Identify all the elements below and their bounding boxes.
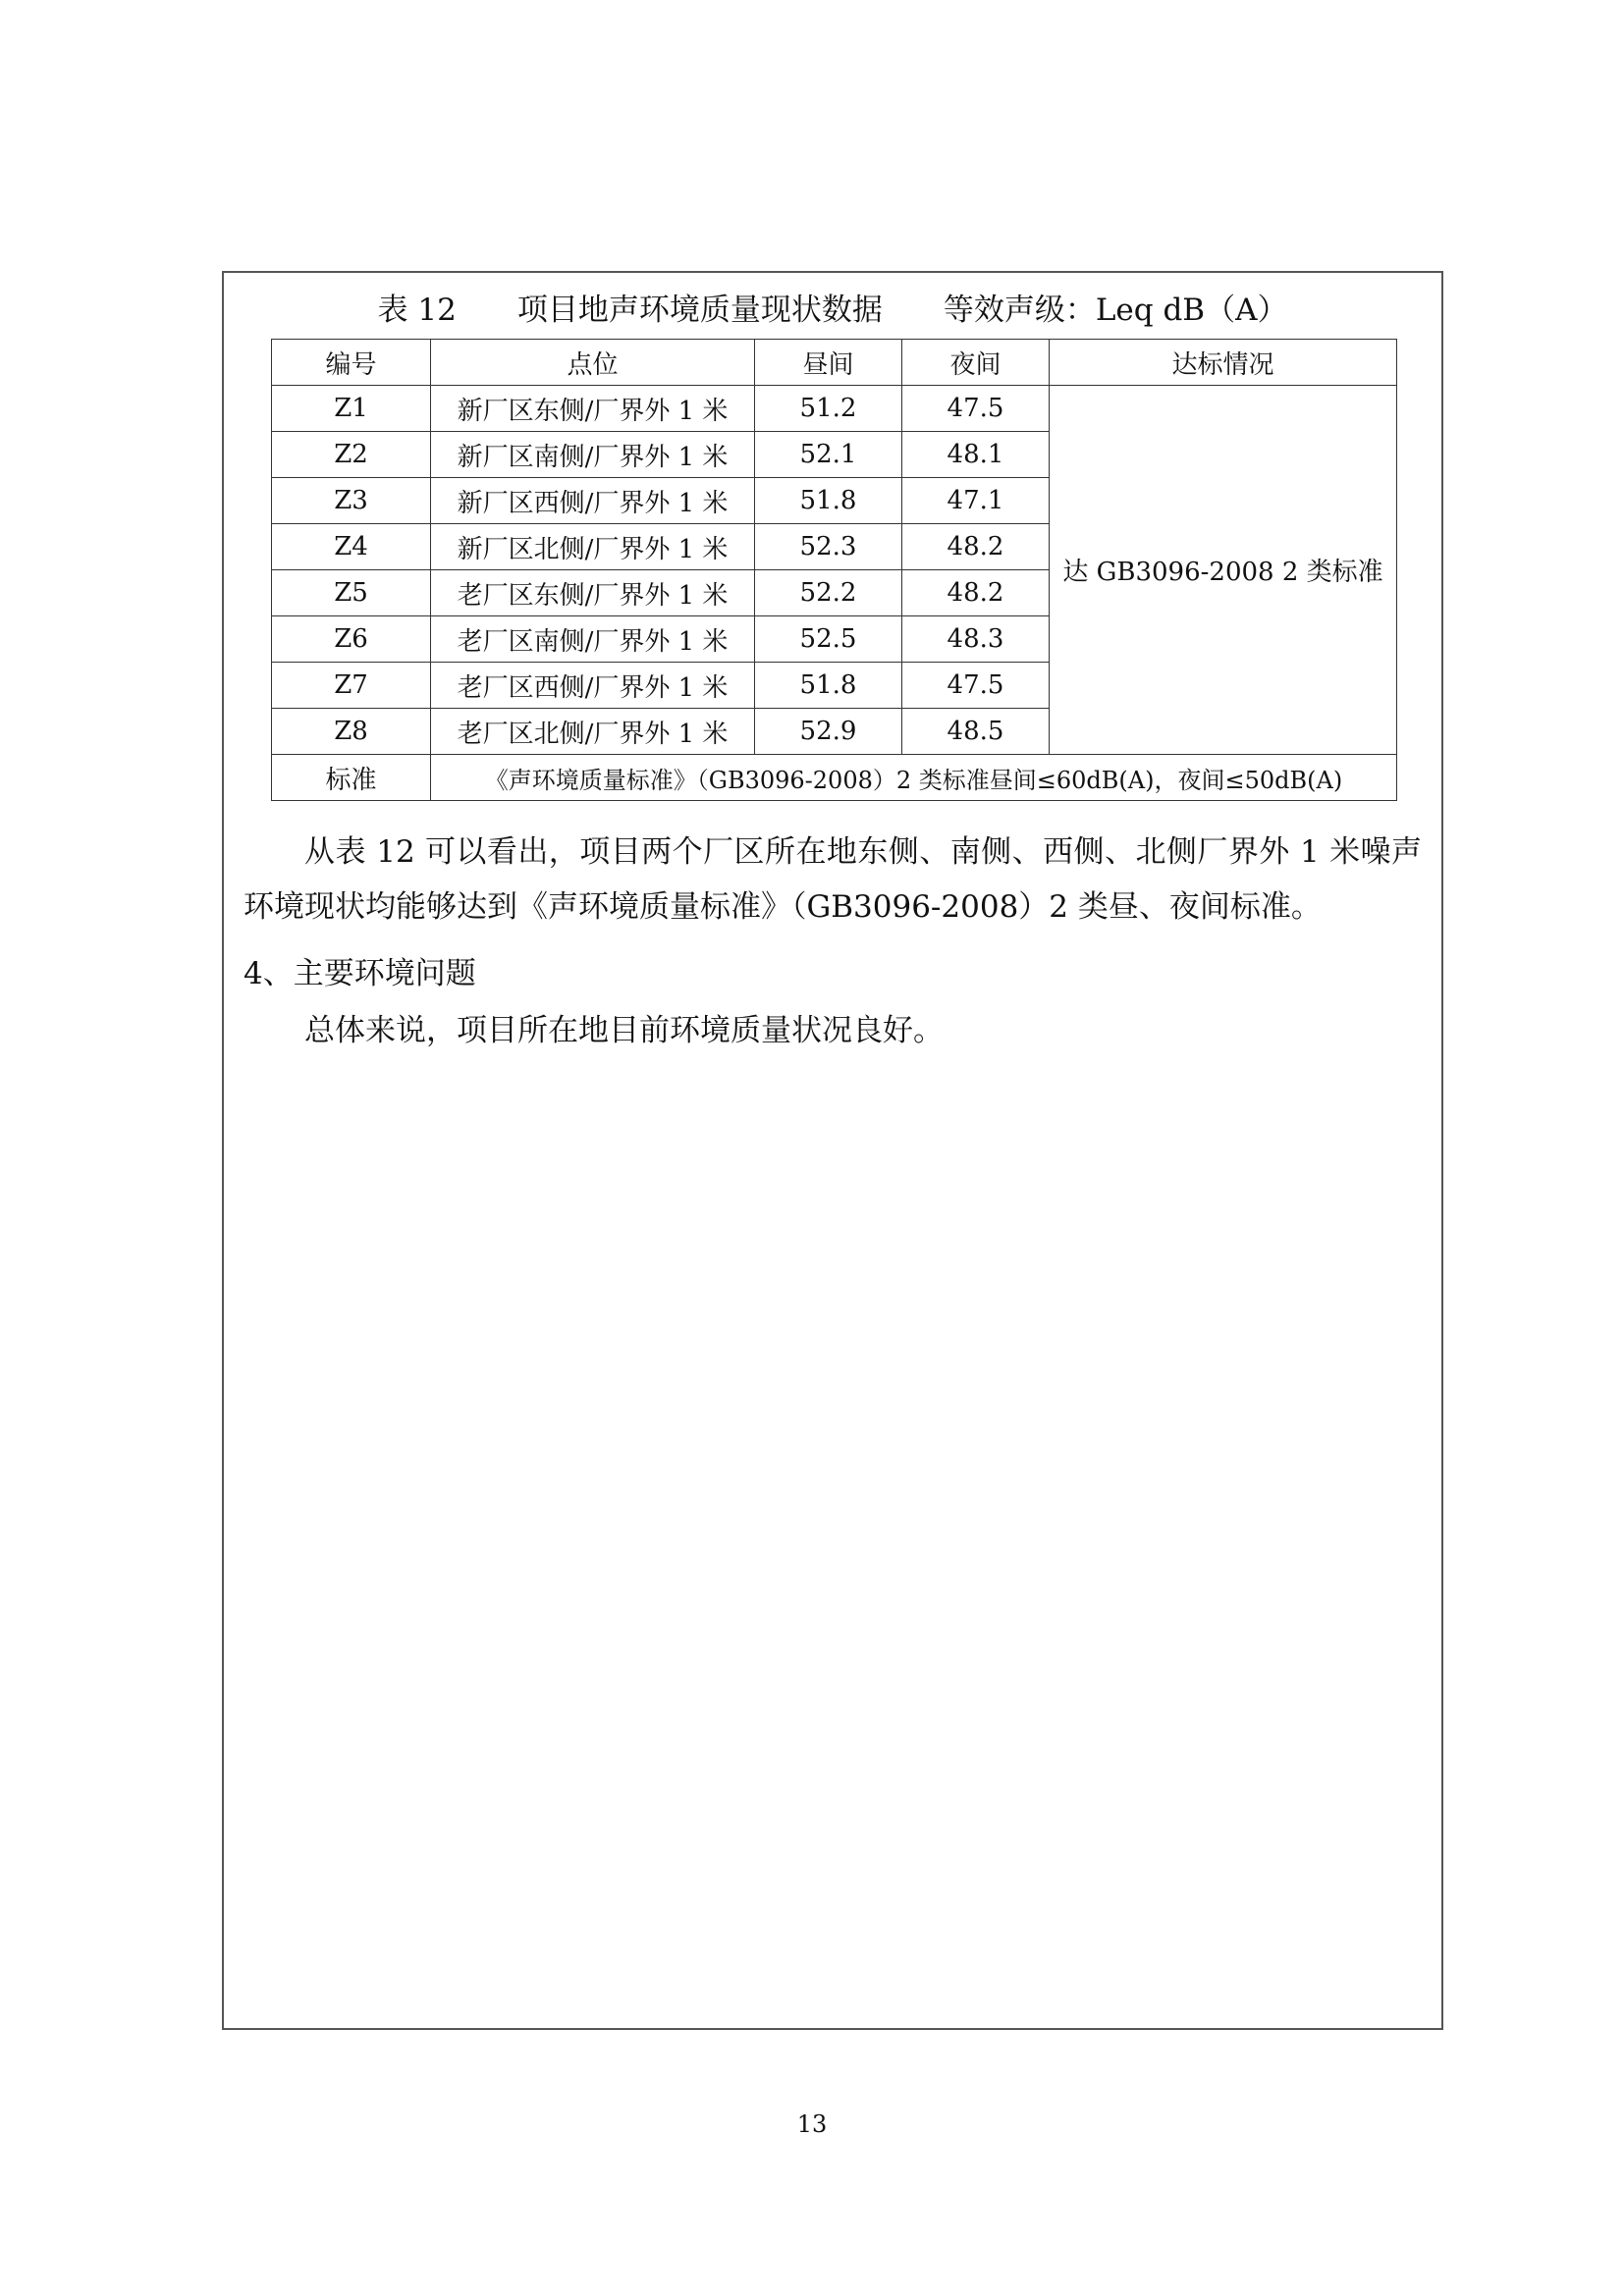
- cell-day: 52.5: [755, 616, 902, 663]
- cell-night: 47.5: [902, 386, 1050, 432]
- content-frame: [222, 271, 1443, 2030]
- page-number: 13: [796, 2110, 828, 2138]
- header-day: 昼间: [755, 340, 902, 386]
- cell-location: 新厂区东侧/厂界外 1 米: [431, 386, 755, 432]
- cell-night: 48.2: [902, 570, 1050, 616]
- cell-night: 47.5: [902, 663, 1050, 709]
- cell-location: 老厂区西侧/厂界外 1 米: [431, 663, 755, 709]
- cell-id: Z4: [272, 524, 431, 570]
- cell-day: 52.1: [755, 432, 902, 478]
- cell-location: 老厂区南侧/厂界外 1 米: [431, 616, 755, 663]
- table-header-row: [272, 340, 1397, 386]
- cell-id: Z2: [272, 432, 431, 478]
- cell-location: 新厂区南侧/厂界外 1 米: [431, 432, 755, 478]
- cell-location: 新厂区北侧/厂界外 1 米: [431, 524, 755, 570]
- table-title: 表 12 项目地声环境质量现状数据 等效声级：Leq dB（A）: [377, 293, 1288, 328]
- cell-night: 47.1: [902, 478, 1050, 524]
- cell-day: 52.2: [755, 570, 902, 616]
- cell-location: 老厂区东侧/厂界外 1 米: [431, 570, 755, 616]
- header-compliance: 达标情况: [1050, 340, 1397, 386]
- standard-label: 标准: [272, 755, 431, 801]
- header-location: 点位: [431, 340, 755, 386]
- cell-id: Z7: [272, 663, 431, 709]
- standard-row: [272, 755, 1397, 801]
- summary-paragraph: 总体来说，项目所在地目前环境质量状况良好。: [304, 1013, 944, 1048]
- standard-text: 《声环境质量标准》（GB3096-2008）2 类标准昼间≤60dB(A)，夜间≤50dB(A): [431, 755, 1397, 801]
- header-id: 编号: [272, 340, 431, 386]
- cell-day: 51.2: [755, 386, 902, 432]
- cell-day: 51.8: [755, 663, 902, 709]
- cell-day: 51.8: [755, 478, 902, 524]
- cell-night: 48.3: [902, 616, 1050, 663]
- cell-location: 老厂区北侧/厂界外 1 米: [431, 709, 755, 755]
- cell-id: Z8: [272, 709, 431, 755]
- cell-day: 52.3: [755, 524, 902, 570]
- cell-id: Z5: [272, 570, 431, 616]
- section-heading: 4、主要环境问题: [244, 956, 476, 991]
- cell-id: Z3: [272, 478, 431, 524]
- header-night: 夜间: [902, 340, 1050, 386]
- analysis-paragraph: 从表 12 可以看出，项目两个厂区所在地东侧、南侧、西侧、北侧厂界外 1 米噪声环境现状均能够达到《声环境质量标准》（GB3096-2008）2 类昼、夜间标准。: [244, 834, 1422, 925]
- cell-night: 48.1: [902, 432, 1050, 478]
- cell-day: 52.9: [755, 709, 902, 755]
- cell-location: 新厂区西侧/厂界外 1 米: [431, 478, 755, 524]
- cell-compliance: 达 GB3096-2008 2 类标准: [1050, 386, 1397, 755]
- table-row: [272, 386, 1397, 432]
- cell-id: Z6: [272, 616, 431, 663]
- noise-data-table: [271, 339, 1397, 801]
- cell-night: 48.2: [902, 524, 1050, 570]
- cell-night: 48.5: [902, 709, 1050, 755]
- cell-id: Z1: [272, 386, 431, 432]
